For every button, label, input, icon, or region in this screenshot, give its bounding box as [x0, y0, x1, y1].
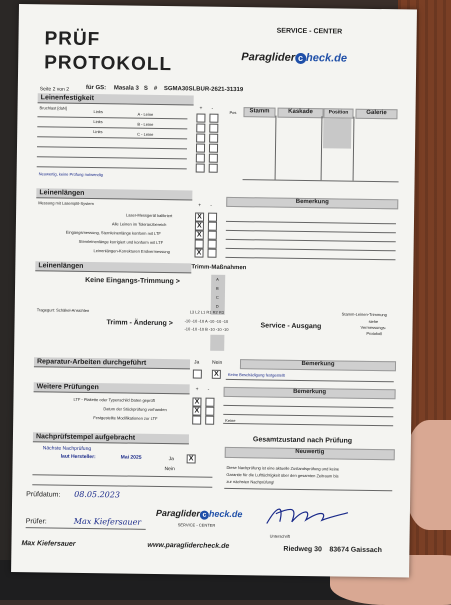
reparatur-nein: Nein: [211, 359, 223, 366]
trim-values-a: -10 -10 -10 A -10 -10 -10: [184, 318, 229, 324]
check-box[interactable]: [207, 249, 216, 258]
minus-label: -: [210, 202, 212, 209]
plus-label: +: [195, 386, 199, 393]
section-nachpruefstempel: Nachprüfstempel aufgebracht: [33, 432, 189, 444]
footer-service-center: SERVICE - CENTER: [177, 522, 216, 528]
rule: [224, 488, 392, 491]
trim-d: D: [215, 303, 219, 309]
gesamtzustand-title: Gesamtzustand nach Prüfung: [252, 436, 353, 445]
rule: [37, 146, 187, 149]
check-box[interactable]: [205, 416, 214, 425]
glider-size: S: [143, 85, 148, 92]
minus-label: -: [207, 386, 210, 393]
check-box[interactable]: [205, 407, 214, 416]
rule: [353, 117, 355, 181]
protokoll-label: Protokoll: [366, 330, 383, 337]
col-galerie: Galerie: [355, 109, 397, 120]
footer-street: Riedweg 30: [283, 545, 322, 554]
rule: [226, 379, 394, 382]
plus-label: +: [198, 202, 202, 209]
gesamtzustand-value: Neuwertig: [225, 447, 395, 460]
section-reparatur: Reparatur-Arbeiten durchgeführt: [34, 357, 190, 369]
weitere-bemerkung: Bemerkung: [224, 387, 396, 399]
rule: [32, 474, 212, 478]
rule: [32, 484, 212, 488]
stempel-nein: Nein: [164, 466, 175, 473]
section-leinenlaengen: Leinenlängen: [36, 188, 192, 200]
reparatur-ja: Ja: [193, 359, 200, 366]
rule: [226, 221, 396, 224]
bemerkung-header: Bemerkung: [226, 197, 398, 209]
bruchlast-label: Bruchlast [daN]: [39, 105, 67, 111]
handwritten-signature: [262, 501, 352, 532]
stempel-ja-box[interactable]: X: [187, 454, 196, 463]
trimm-columns: L3 L2 L1 R1 R2 R3: [189, 309, 224, 315]
logo-part-b: heck.de: [306, 52, 348, 65]
rule: [225, 257, 395, 260]
trimm-aenderung-label: Trimm - Änderung >: [106, 319, 173, 328]
for-gs-label: für GS:: [85, 84, 107, 92]
trim-b: B: [216, 285, 219, 291]
check-box-x[interactable]: X: [192, 397, 201, 406]
section-leinenfestigkeit: Leinenfestigkeit: [38, 93, 194, 105]
rule: [223, 423, 393, 426]
row2-right: B - Leine: [137, 121, 154, 127]
check-box[interactable]: [196, 143, 205, 152]
plus-label: +: [199, 105, 203, 112]
pruefdatum-value: 08.05.2023: [74, 489, 121, 500]
paraglidercheck-logo: [241, 51, 347, 64]
check-box-x[interactable]: X: [192, 406, 201, 415]
check-box-x[interactable]: [195, 239, 204, 248]
logo-check-icon: c: [200, 511, 209, 520]
disclaimer-line3: zur nächsten Nachprüfung!: [226, 478, 275, 485]
page-number: Seite 2 von 2: [39, 86, 70, 93]
check-box[interactable]: [209, 134, 218, 143]
check-box-x[interactable]: X: [195, 212, 204, 221]
reparatur-bemerkung: Bemerkung: [240, 359, 396, 371]
check-box[interactable]: [208, 222, 217, 231]
title-line2: PROTOKOLL: [44, 52, 173, 76]
row3-left: Links: [93, 129, 103, 135]
check-box[interactable]: [196, 123, 205, 132]
check-box-x[interactable]: X: [195, 221, 204, 230]
check-row-label: Laser-Messgerät kalibriert: [126, 212, 173, 219]
rule: [37, 116, 187, 119]
reparatur-nein-box[interactable]: X: [212, 370, 221, 379]
trim-values-b: -10 -10 -10 B -10 -10 -10: [184, 326, 229, 332]
minus-label: -: [211, 105, 214, 112]
check-box[interactable]: [209, 144, 218, 153]
reparatur-ja-box[interactable]: [193, 369, 202, 378]
glider-model: Masala 3: [113, 85, 139, 92]
unterschrift-label: Unterschrift: [269, 533, 291, 539]
siehe-label: siehe: [368, 318, 379, 325]
keine-eingangs-trimmung: Keine Eingangs-Trimmung >: [85, 276, 180, 286]
check-box[interactable]: [196, 113, 205, 122]
serial-number: SGMA30SLBUR-2621-31319: [163, 86, 244, 94]
trimm-massnahmen-label: Trimm-Maßnahmen: [191, 264, 247, 272]
weitere-keine: Keine: [225, 417, 236, 424]
check-box[interactable]: [209, 154, 218, 163]
pruefer-label: Prüfer:: [25, 518, 47, 526]
check-box[interactable]: [196, 133, 205, 142]
weitere-row: LTF - Plakette oder Typenschild Daten geprüft: [73, 396, 155, 403]
check-row-label: Sternleinenlänge korrigiert und konform mit LTF: [78, 238, 164, 246]
rule: [37, 166, 187, 169]
row2-left: Links: [93, 119, 103, 125]
row1-left: Links: [93, 109, 103, 115]
trim-a: A: [216, 276, 219, 282]
serial-hash: #: [153, 85, 158, 92]
check-row-label: Leinenlängen-Korrekturen Endvermessung: [93, 248, 170, 255]
check-box[interactable]: [209, 164, 218, 173]
service-ausgang-label: Service - Ausgang: [260, 322, 322, 331]
disclaimer-line2: Garantie für die Lufttüchtigkeit über den gesamten Zeitraum bis: [226, 471, 339, 479]
col-kaskade: Kaskade: [277, 108, 323, 119]
rule: [26, 527, 146, 530]
footer-name: Max Kiefersauer: [21, 540, 76, 548]
lasersplit-label: Messung mit Lasersplit-System: [38, 200, 94, 207]
neuwertig-note: Neuwertig, keine Prüfung notwendig: [38, 171, 103, 178]
rule: [226, 239, 396, 242]
check-box[interactable]: [208, 213, 217, 222]
check-box-x[interactable]: X: [194, 248, 203, 257]
section-weitere-pruefungen: Weitere Prüfungen: [34, 382, 190, 394]
check-box[interactable]: [209, 124, 218, 133]
check-box[interactable]: [205, 398, 214, 407]
check-row-label: Eingangsmessung, Sternleinenlänge konform mit LTF: [65, 229, 161, 237]
pos-label: Pos: [229, 109, 237, 116]
col-stamm: Stamm: [243, 107, 275, 117]
trim-c: C: [215, 294, 219, 300]
rule: [226, 248, 396, 251]
reparatur-note: Keine Beschädigung festgestellt: [227, 371, 285, 378]
logo-part-a: Paraglider: [155, 507, 201, 519]
rule: [223, 414, 393, 417]
check-box[interactable]: [208, 240, 217, 249]
position-shade: [323, 118, 351, 148]
row1-right: A - Leine: [137, 111, 154, 117]
check-box-x[interactable]: X: [195, 230, 204, 239]
pruefdatum-label: Prüfdatum:: [26, 491, 61, 499]
naechste-nachpruefung-label: Nächste Nachprüfung: [42, 445, 92, 453]
vermessungs-label: Vermessungs-: [360, 324, 387, 331]
logo-part-b: heck.de: [208, 508, 243, 520]
check-row-label: Alle Leinen im Toleranzbereich: [111, 221, 167, 228]
weitere-row: Datum der Stückprüfung vorhanden: [103, 406, 167, 413]
logo-part-a: Paraglider: [241, 51, 296, 64]
stempel-ja: Ja: [168, 456, 174, 463]
footer-logo: [156, 508, 243, 520]
col-position: Position: [323, 108, 353, 118]
abcd-column-lower: [210, 335, 224, 351]
rule: [37, 126, 187, 129]
disclaimer-line1: Diese Nachprüfung ist eine aktuelle Zustandsprüfung und keine: [226, 464, 340, 472]
rule: [226, 230, 396, 233]
rule: [275, 116, 277, 180]
tragegurt-label: Tragegurt: Schäkel-Ansichten: [36, 307, 90, 314]
check-box[interactable]: [196, 153, 205, 162]
weitere-row: Festgestellte Modifikationen zur LTF: [93, 415, 158, 421]
check-box-x[interactable]: [192, 415, 201, 424]
service-center-label: SERVICE - CENTER: [276, 27, 343, 36]
check-box[interactable]: [196, 163, 205, 172]
check-box[interactable]: [209, 114, 218, 123]
footer-city: 83674 Gaissach: [329, 546, 382, 555]
hand-right-top: [405, 420, 451, 530]
footer-web: www.paraglidercheck.de: [147, 541, 230, 550]
title-line1: PRÜF: [44, 28, 101, 51]
rule: [37, 156, 187, 159]
laut-hersteller-label: laut Hersteller:: [60, 453, 96, 461]
check-box[interactable]: [208, 231, 217, 240]
rule: [37, 136, 187, 139]
logo-check-icon: c: [295, 53, 306, 64]
rule: [223, 405, 393, 408]
section-trimm-leinenlaengen: Leinenlängen: [35, 261, 191, 273]
row3-right: C - Leine: [137, 131, 154, 137]
pruefer-name: Max Kiefersauer: [73, 516, 142, 527]
naechste-pruefung-datum: Mai 2025: [120, 454, 142, 461]
stamm-trimmung-label: Stamm-Leinen-Trimmung: [341, 311, 387, 318]
pruefprotokoll-sheet: [11, 4, 417, 578]
